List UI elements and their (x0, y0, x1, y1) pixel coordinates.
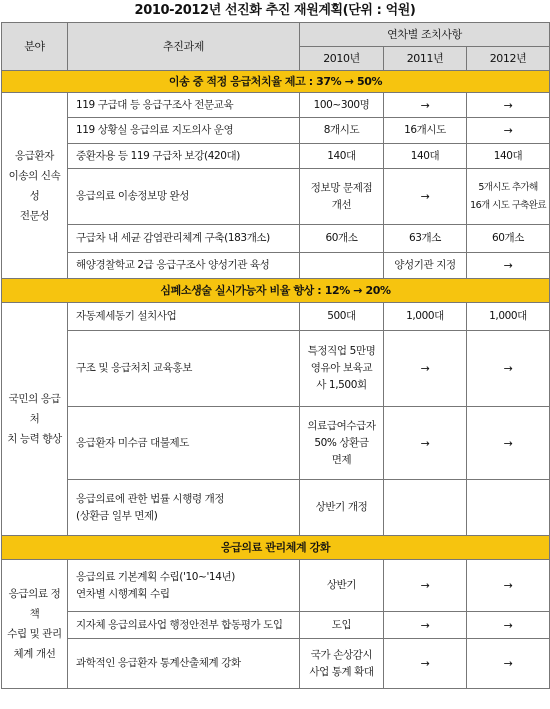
task-cell (68, 407, 300, 480)
y2012-cell (467, 639, 550, 689)
header-task: 추진과제 (68, 23, 300, 71)
value-line: → (420, 98, 430, 112)
value-line: 16개 시도 구축완료 (470, 199, 546, 211)
task-line: 과학적인 응급환자 통계산출체계 강화 (76, 657, 241, 669)
value-line: → (503, 436, 513, 450)
value-line: 100~300명 (313, 98, 370, 111)
value-line: 60개소 (491, 232, 525, 244)
y2012-cell (467, 331, 550, 407)
y2011-cell (384, 480, 467, 536)
plan-table (1, 22, 550, 689)
value-line: 개선 (331, 198, 352, 211)
value-line: 상반기 개정 (315, 501, 368, 513)
y2010-cell (300, 612, 384, 639)
task-line: 지자체 응급의료사업 행정안전부 합동평가 도입 (76, 618, 283, 631)
value-line: 60개소 (325, 232, 358, 244)
task-line: 중환자용 등 119 구급차 보강(420대) (76, 149, 240, 162)
header-year-2010: 2010년 (300, 47, 384, 71)
task-cell (68, 560, 300, 612)
value-line: 사 1,500회 (316, 379, 367, 391)
header-plan: 연차별 조치사항 (300, 23, 550, 47)
task-line: 응급환자 미수금 대불제도 (76, 436, 190, 449)
value-line: 1,000대 (489, 310, 527, 322)
y2012-cell (467, 407, 550, 480)
field-line: 이송의 신속성 (8, 169, 61, 202)
y2011-cell (384, 560, 467, 612)
y2010-cell (300, 560, 384, 612)
value-line: 면제 (331, 453, 352, 466)
y2010-cell (300, 225, 384, 253)
value-line: 140대 (493, 149, 523, 162)
value-line: → (503, 579, 513, 592)
task-cell (68, 612, 300, 639)
value-line: 정보망 문제점 (310, 181, 373, 194)
task-cell (68, 639, 300, 689)
value-line: → (503, 259, 513, 272)
field-line: 전문성 (19, 209, 50, 222)
task-line: 119 상황실 응급의료 지도의사 운영 (76, 124, 234, 136)
task-line: (상환금 일부 면제) (76, 509, 158, 522)
header-field: 분야 (2, 23, 68, 71)
value-line: 양성기관 지정 (394, 259, 456, 271)
value-line: → (503, 657, 513, 670)
y2011-cell (384, 331, 467, 407)
value-line: 5개시도 추가해 (478, 181, 538, 193)
page-title: 2010-2012년 선진화 추진 재원계획(단위 : 억원) (134, 3, 416, 18)
task-cell (68, 93, 300, 118)
value-line: → (503, 362, 513, 375)
y2010-cell (300, 169, 384, 225)
y2012-cell (467, 253, 550, 279)
value-line: 140대 (327, 149, 356, 162)
section-band: 심폐소생술 실시가능자 비율 향상 : 12% → 20% (2, 279, 550, 303)
task-cell (68, 169, 300, 225)
y2012-cell (467, 225, 550, 253)
value-line: 63개소 (408, 232, 442, 244)
value-line: 도입 (331, 618, 352, 631)
value-line: 상반기 (326, 579, 357, 591)
value-line: 8개시도 (323, 124, 360, 136)
task-line: 응급의료에 관한 법률 시행령 개정 (76, 492, 225, 505)
y2011-cell (384, 225, 467, 253)
y2011-cell (384, 639, 467, 689)
y2012-cell (467, 560, 550, 612)
y2010-cell (300, 144, 384, 169)
y2012-cell (467, 93, 550, 118)
y2010-cell (300, 118, 384, 144)
y2012-cell (467, 118, 550, 144)
y2012-cell (467, 169, 550, 225)
y2011-cell (384, 93, 467, 118)
y2011-cell (384, 407, 467, 480)
y2010-cell (300, 93, 384, 118)
value-line: 140대 (410, 149, 440, 162)
y2010-cell (300, 407, 384, 480)
task-line: 119 구급대 등 응급구조사 전문교육 (76, 98, 234, 111)
y2011-cell (384, 118, 467, 144)
header-year-2012: 2012년 (467, 47, 550, 71)
value-line: 16개시도 (404, 124, 446, 136)
task-cell (68, 331, 300, 407)
y2012-cell (467, 612, 550, 639)
value-line: 1,000대 (406, 310, 444, 322)
y2011-cell (384, 144, 467, 169)
value-line: 500대 (327, 310, 356, 322)
field-line: 응급환자 (15, 149, 54, 162)
value-line: 영유아 보육교 (310, 362, 373, 374)
field-cell (2, 560, 68, 689)
task-line: 구급차 내 세균 감염관리체계 구축(183개소) (76, 232, 270, 244)
y2010-cell (300, 639, 384, 689)
value-line: → (420, 579, 430, 592)
value-line: 의료급여수급자 (307, 419, 376, 432)
task-cell (68, 118, 300, 144)
y2011-cell (384, 612, 467, 639)
value-line: → (420, 190, 430, 203)
task-cell (68, 225, 300, 253)
y2011-cell (384, 169, 467, 225)
task-line: 자동제세동기 설치사업 (76, 310, 177, 322)
field-cell (2, 93, 68, 279)
section-band: 응급의료 관리체계 강화 (2, 536, 550, 560)
field-line: 수립 및 관리 (7, 628, 62, 640)
value-line: → (503, 124, 513, 137)
field-line: 치 능력 향상 (7, 433, 62, 445)
y2010-cell (300, 331, 384, 407)
section-band: 이송 중 적정 응급처치율 제고 : 37% → 50% (2, 71, 550, 93)
field-line: 체계 개선 (13, 648, 56, 660)
y2010-cell (300, 253, 384, 279)
task-cell (68, 144, 300, 169)
task-line: 구조 및 응급처치 교육홍보 (76, 362, 192, 374)
value-line: → (420, 362, 430, 375)
y2011-cell (384, 303, 467, 331)
y2012-cell (467, 303, 550, 331)
value-line: → (420, 618, 430, 632)
y2010-cell (300, 303, 384, 331)
y2011-cell (384, 253, 467, 279)
task-cell (68, 303, 300, 331)
value-line: → (503, 618, 513, 632)
value-line: 50% 상환금 (314, 436, 369, 449)
value-line: 사업 통계 확대 (309, 665, 374, 678)
field-cell (2, 303, 68, 536)
value-line: → (420, 436, 430, 450)
value-line: 특정직업 5만명 (307, 345, 376, 357)
task-line: 해양경찰학교 2급 응급구조사 양성기관 육성 (76, 259, 270, 271)
field-line: 응급의료 정책 (8, 588, 61, 620)
y2010-cell (300, 480, 384, 536)
y2012-cell (467, 144, 550, 169)
value-line: 국가 손상감시 (310, 648, 373, 661)
header-year-2011: 2011년 (384, 47, 467, 71)
value-line: → (420, 657, 430, 670)
value-line: → (503, 98, 513, 112)
task-line: 응급의료 이송정보망 완성 (76, 190, 190, 202)
task-line: 연차별 시행계획 수립 (76, 587, 170, 600)
y2012-cell (467, 480, 550, 536)
task-cell (68, 253, 300, 279)
field-line: 국민의 응급처 (8, 393, 61, 425)
task-cell (68, 480, 300, 536)
task-line: 응급의료 기본계획 수립('10~'14년) (76, 570, 235, 583)
